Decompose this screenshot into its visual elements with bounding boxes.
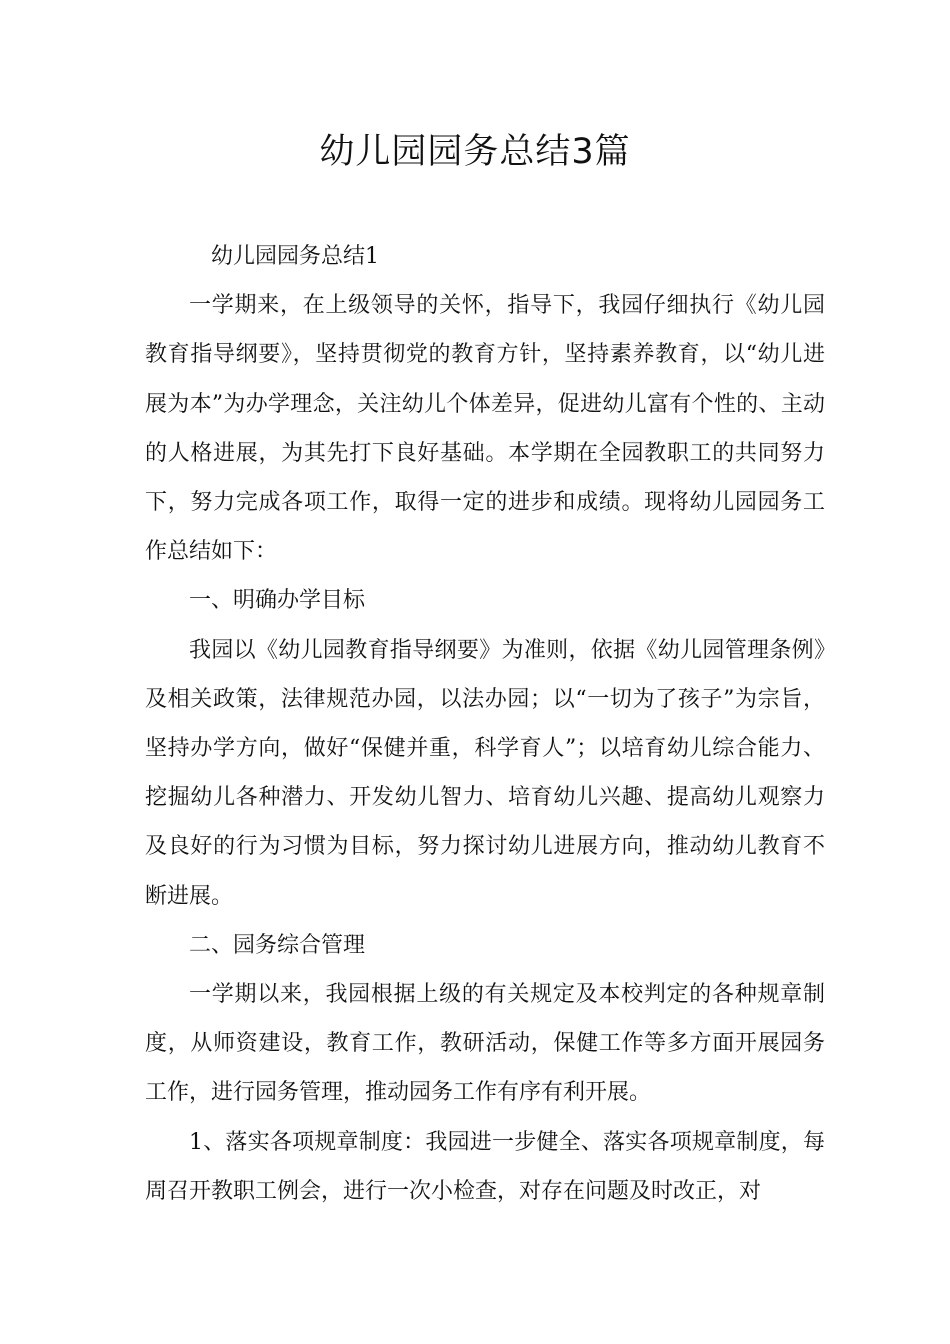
document-body <box>145 232 825 1216</box>
section-heading-summary-1: 幼儿园园务总结1 <box>211 244 379 269</box>
paragraph-management: 一学期以来，我园根据上级的有关规定及本校判定的各种规章制度，从师资建设，教育工作，教研活动，保健工作等多方面开展园务工作，进行园务管理，推动园务工作有序有利开展。 <box>145 982 825 1106</box>
paragraph-rules: 1、落实各项规章制度：我园进一步健全、落实各项规章制度，每周召开教职工例会，进行一次小检查，对存在问题及时改正，对 <box>145 1129 825 1204</box>
paragraph-intro: 一学期来，在上级领导的关怀，指导下，我园仔细执行《幼儿园教育指导纲要》，坚持贯彻党的教育方针，坚持素养教育，以“幼儿进展为本”为办学理念，关注幼儿个体差异，促进幼儿富有个性的、主动的人格进展，为其先打下良好基础。本学期在全园教职工的共同努力下，努力完成各项工作，取得一定的进步和成绩。现将幼儿园园务工作总结如下： <box>145 293 825 565</box>
section-heading-management: 二、园务综合管理 <box>189 932 366 958</box>
document-title: 幼儿园园务总结3篇 <box>319 132 631 172</box>
paragraph-goals: 我园以《幼儿园教育指导纲要》为准则，依据《幼儿园管理条例》及相关政策，法律规范办园，以法办园；以“一切为了孩子”为宗旨，坚持办学方向，做好“保健并重，科学育人”；以培育幼儿综合能力、挖掘幼儿各种潜力、开发幼儿智力、培育幼儿兴趣、提高幼儿观察力及良好的行为习惯为目标，努力探讨幼儿进展方向，推动幼儿教育不断进展。 <box>145 637 825 909</box>
section-heading-goals: 一、明确办学目标 <box>189 588 366 614</box>
